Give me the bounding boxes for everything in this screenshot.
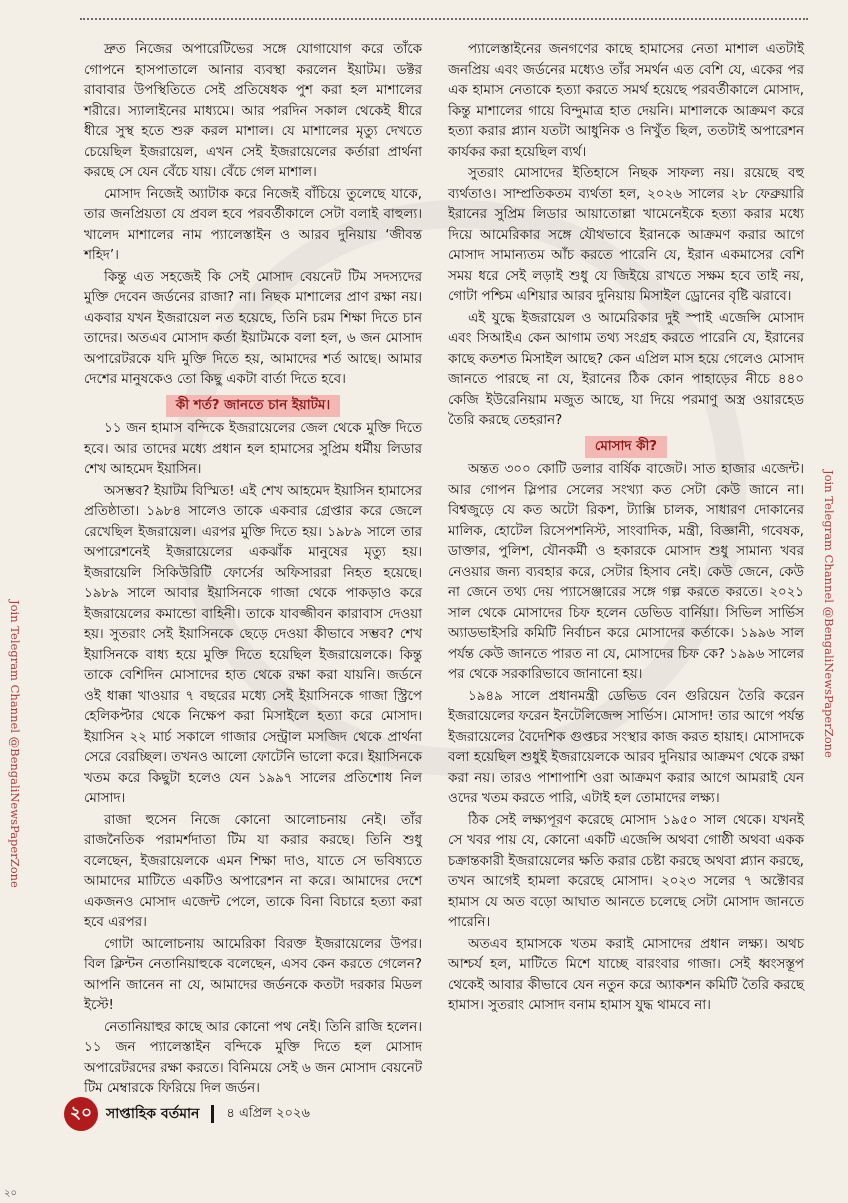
paragraph: গোটা আলোচনায় আমেরিকা বিরক্ত ইজরায়েলের উপর। বিল ক্লিন্টন নেতানিয়াহুকে বলেছেন, এসব কেন করতে গেলেন? আপনি জানেন না যে, আমাদের জর্ডনকে কতটা দরকার মিডল ইস্টে! xyxy=(84,936,422,1013)
top-dotted-rule xyxy=(80,18,808,20)
paragraph: ১১ জন হামাস বন্দিকে ইজরায়েলের জেল থেকে মুক্তি দিতে হবে। আর তাদের মধ্যে প্রধান হল হামাসের সুপ্রিম ধর্মীয় লিডার শেখ আহমেদ ইয়াসিন। xyxy=(84,421,422,477)
paragraph: দ্রুত নিজের অপারেটিভের সঙ্গে যোগাযোগ করে তাঁকে গোপনে হাসপাতালে আনার ব্যবস্থা করলেন ইয়াটম। ডক্টর রাবাবার উপস্থিতিতে সেই প্রতিষেধক পুশ করা হল মাশালের শরীরে। স্যালাইনের মাধ্যমে। আর পরদিন সকাল থেকেই ধীরে ধীরে সুস্থ হতে শুরু করল মাশাল। যে মাশালের মৃত্যু দেখতে চেয়েছিল ইজরায়েল, এখন সেই ইজরায়েলের কর্তারা প্রার্থনা করছে সে যেন বেঁচে যায়। বেঁচে গেল মাশাল। xyxy=(84,42,422,180)
paragraph: মোসাদ নিজেই অ্যাটাক করে নিজেই বাঁচিয়ে তুলেছে যাকে, তার জনপ্রিয়তা যে প্রবল হবে পরবর্তীকালে সেটা বলাই বাহুল্য। খালেদ মাশালের নাম প্যালেস্তাইন ও আরব দুনিয়ায় ‘জীবন্ত শহিদ’। xyxy=(84,186,422,263)
paragraph: রাজা হুসেন নিজে কোনো আলোচনায় নেই। তাঁর রাজনৈতিক পরামর্শদাতা টিম যা করার করছে। তিনি শুধু বলেছেন, ইজরায়েলকে এমন শিক্ষা দাও, যাতে সে ভবিষ্যতে আমাদের মাটিতে একটিও অপারেশন না করে। আমাদের দেশে একজনও মোসাদ এজেন্ট পেলে, তাকে বিনা বিচারে হত্যা করা হবে এরপর। xyxy=(84,812,422,930)
paragraph: অসম্ভব? ইয়াটম বিস্মিত! এই শেখ আহমেদ ইয়াসিন হামাসের প্রতিষ্ঠাতা। ১৯৮৪ সালেও তাকে একবার গ্রেপ্তার করে জেলে রেখেছিল ইজরায়েল। এরপর মুক্তি দিতে হয়। ১৯৮৯ সালে তার অপারেশনেই ইজরায়েলের একঝাঁক মানুষের মৃত্যু হয়। ইজরায়েলি সিকিউরিটি ফোর্সের অফিসাররা নিহত হয়েছে। ১৯৮৯ সালে আবার ইয়াসিনকে গাজা থেকে পাকড়াও করে ইজরায়েলের কমান্ডো বাহিনী। তাকে যাবজ্জীবন কারাবাস দেওয়া হয়। সুতরাং সেই ইয়াসিনকে ছেড়ে দেওয়া কীভাবে সম্ভব? শেখ ইয়াসিনকে বাধ্য হয়ে মুক্তি দিতে হয়েছিল ইজরায়েলকে। কিন্তু তাকে বেশিদিন মোসাদের হাত থেকে রক্ষা করা যায়নি। জর্ডনে ওই ধাক্কা খাওয়ার ৭ বছরের মধ্যে সেই ইয়াসিনকে গাজা স্ট্রিপে হেলিকপ্টার থেকে নিক্ষেপ করা মিসাইলে হত্যা করে মোসাদ। ইয়াসিন ২২ মার্চ সকালে গাজার সেন্ট্রাল মসজিদ থেকে প্রার্থনা সেরে বেরচ্ছিল। তখনও আলো ফোটেনি ভালো করে। ইয়াসিনকে খতম করে কিছুটা হলেও যেন ১৯৯৭ সালের প্রতিশোধ নিল মোসাদ। xyxy=(84,483,422,806)
right-column xyxy=(448,40,804,1017)
telegram-watermark-left: Join Telegram Channel @BengaliNewsPaperZone xyxy=(8,600,22,888)
footer-divider xyxy=(211,1105,214,1123)
paragraph: নেতানিয়াহুর কাছে আর কোনো পথ নেই। তিনি রাজি হলেন। ১১ জন প্যালেস্তাইন বন্দিকে মুক্তি দিতে হল মোসাদ অপারেটরদের রক্ষা করতে। বিনিময়ে সেই ৬ জন মোসাদ বেয়নেট টিম মেম্বারকে ফিরিয়ে দিল জর্ডন। xyxy=(84,1019,422,1096)
subheading-what-is-mossad: মোসাদ কী? xyxy=(585,436,667,459)
paragraph: অন্তত ৩০০ কোটি ডলার বার্ষিক বাজেট। সাত হাজার এজেন্ট। আর গোপন স্লিপার সেলের সংখ্যা কত সেটা কেউ জানে না। বিশ্বজুড়ে যে কত অটো রিকশ, ট্যাক্সি চালক, সাধারণ দোকানের মালিক, হোটেল রিসেপশনিস্ট, সাংবাদিক, মন্ত্রী, বিজ্ঞানী, গবেষক, ডাক্তার, পুলিশ, যৌনকর্মী ও হকারকে মোসাদ শুধু সামান্য খবর নেওয়ার জন্য ব্যবহার করে, সেটার হিসাব নেই। কেউ জেনে, কেউ না জেনে তথ্য দেয় প্যাসেঞ্জারের সঙ্গে গল্প করতে করতে। ২০২১ সাল থেকে মোসাদের চিফ হলেন ডেভিড বার্নিয়া। সিভিল সার্ভিস অ্যাডভাইসরি কমিটি নির্বাচন করে মোসাদের কর্তাকে। ১৯৯৬ সাল পর্যন্ত কেউ জানতে পারত না যে, মোসাদের চিফ কে? ১৯৯৬ সালের পর থেকে সরকারিভাবে জানানো হয়। xyxy=(448,462,804,682)
page-number: ২০ xyxy=(64,1097,98,1131)
paragraph: ঠিক সেই লক্ষ্যপূরণ করেছে মোসাদ ১৯৫০ সাল থেকে। যখনই সে খবর পায় যে, কোনো একটি এজেন্সি অথবা গোষ্ঠী অথবা একক চক্রান্তকারী ইজরায়েলের ক্ষতি করার চেষ্টা করছে অথবা প্ল্যান করছে, তখন আগেই হামলা করেছে মোসাদ। ২০২৩ সলের ৭ অক্টোবর হামাস যে অত বড়ো আঘাত আনতে চলেছে সেটা মোসাদ জানতে পারেনি। xyxy=(448,812,804,930)
subheading-conditions: কী শর্ত? জানতে চান ইয়াটম। xyxy=(166,395,340,418)
paragraph: সুতরাং মোসাদের ইতিহাসে নিছক সাফল্য নয়। রয়েছে বহু ব্যর্থতাও। সাম্প্রতিকতম ব্যর্থতা হল, ২০২৬ সালের ২৮ ফেব্রুয়ারি ইরানের সুপ্রিম লিডার আয়াতোল্লা খামেনেইকে হত্যা করার মধ্যে দিয়ে আমেরিকার সঙ্গে যৌথভাবে ইরানকে আক্রমণ করার আগে মোসাদ সামান্যতম আঁচ করতে পারেনি যে, ইরান একমাসের বেশি সময় ধরে সেই লড়াই শুধু যে জিইয়ে রাখতে সক্ষম হবে তাই নয়, গোটা পশ্চিম এশিয়ার আরব দুনিয়ায় মিসাইল ড্রোনের বৃষ্টি ঝরাবে। xyxy=(448,166,804,304)
paragraph: ১৯৪৯ সালে প্রধানমন্ত্রী ডেভিড বেন গুরিয়েন তৈরি করেন ইজরায়েলের ফরেন ইনটেলিজেন্স সার্ভিস। মোসাদ! তার আগে পর্যন্ত ইজরায়েলের বৈদেশিক গুপ্তচর সংস্থার কাজ করত হায়াহ। মোসাদকে বলা হয়েছিল শুধুই ইজরায়েলকে আরব দুনিয়ার আক্রমণ থেকে রক্ষা করা নয়। তারও পাশাপাশি ওরা আক্রমণ করার আগে আমরাই যেন ওদের খতম করতে পারি, এটাই হল তোমাদের লক্ষ্য। xyxy=(448,688,804,806)
page-footer xyxy=(64,1094,310,1134)
paragraph: কিন্তু এত সহজেই কি সেই মোসাদ বেয়নেট টিম সদস্যদের মুক্তি দেবেন জর্ডনের রাজা? না। নিছক মাশালের প্রাণ রক্ষা নয়। একবার যখন ইজরায়েল নত হয়েছে, তিনি চরম শিক্ষা দিতে চান তাদের। অতএব মোসাদ কর্তা ইয়াটমকে বলা হল, ৬ জন মোসাদ অপারেটরকে যদি মুক্তি দিতে হয়, আমাদের শর্ত আছে। আমার দেশের মানুষকেও তো কিছু একটা বার্তা দিতে হবে। xyxy=(84,269,422,387)
corner-page-mark: ২০ xyxy=(4,1188,18,1199)
magazine-name: সাপ্তাহিক বর্তমান xyxy=(106,1106,200,1122)
left-column xyxy=(84,40,422,1100)
telegram-watermark-right: Join Telegram Channel @BengaliNewsPaperZone xyxy=(822,470,836,758)
paragraph: প্যালেস্তাইনের জনগণের কাছে হামাসের নেতা মাশাল এতটাই জনপ্রিয় এবং জর্ডনের মধ্যেও তাঁর সমর্থন এত বেশি যে, একের পর এক হামাস নেতাকে হত্যা করতে সমর্থ হয়েছে পরবর্তীকালে মোসাদ, কিন্তু মাশালের গায়ে বিন্দুমাত্র হাত দেয়নি। মাশালকে আক্রমণ করে হত্যা করার প্ল্যান যতটা আধুনিক ও নিখুঁত ছিল, ততটাই অপারেশন কার্যকর করা হয়েছিল ব্যর্থ। xyxy=(448,42,804,160)
paragraph: এই যুদ্ধে ইজরায়েল ও আমেরিকার দুই স্পাই এজেন্সি মোসাদ এবং সিআইএ কেন আগাম তথ্য সংগ্রহ করতে পারেনি যে, ইরানের কাছে কতশত মিসাইল আছে? কেন এপ্রিল মাস হয়ে গেলেও মোসাদ জানতে পারছে না যে, ইরানের ঠিক কোন পাহাড়ের নীচে ৪৪০ কেজি ইউরেনিয়াম মজুত আছে, যা দিয়ে পরমাণু অস্ত্র ওয়ারহেড তৈরি করছে তেহরান? xyxy=(448,310,804,428)
issue-date: ৪ এপ্রিল ২০২৬ xyxy=(226,1105,310,1121)
paragraph: অতএব হামাসকে খতম করাই মোসাদের প্রধান লক্ষ্য। অথচ আশ্চর্য হল, মাটিতে মিশে যাচ্ছে বারংবার গাজা। সেই ধ্বংসস্তূপ থেকেই আবার কীভাবে যেন নতুন করে অ্যাকশন কমিটি তৈরি করছে হামাস। সুতরাং মোসাদ বনাম হামাস যুদ্ধ থামবে না। xyxy=(448,936,804,1013)
